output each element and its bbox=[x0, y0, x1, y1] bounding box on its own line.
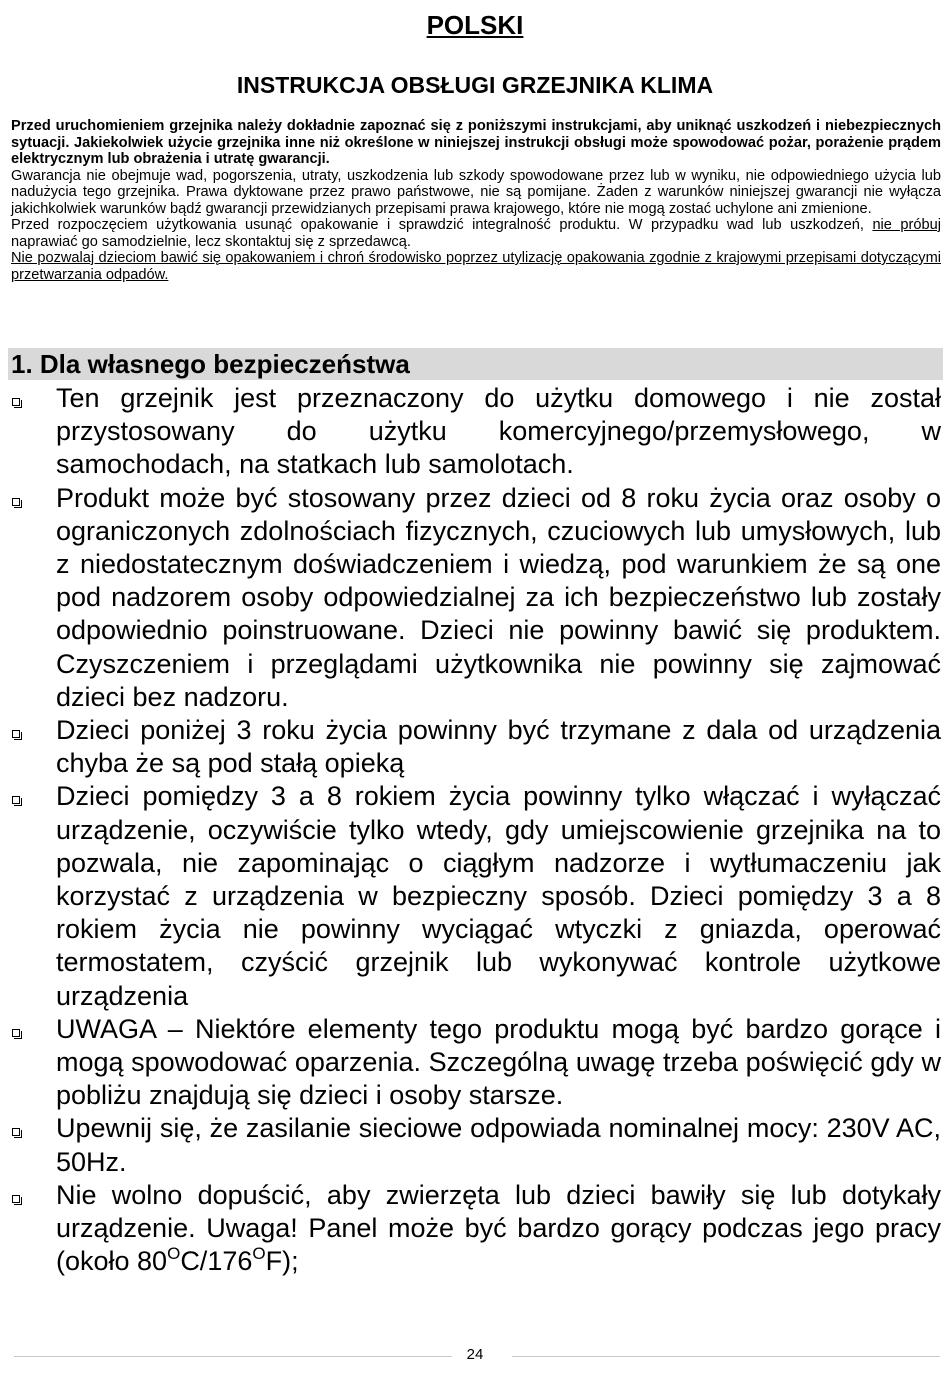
list-item bbox=[56, 382, 941, 482]
intro-environment bbox=[11, 250, 941, 283]
page-number: 24 bbox=[466, 1346, 484, 1363]
intro-warranty: Gwarancja nie obejmuje wad, pogorszenia, utraty, uszkodzenia lub szkody spowodowane przez lub w wyniku, nie odpowiedniego użycia lub nadużycia tego grzejnika. Prawa dyktowane przez prawo państwowe, nie są pomijane. Żaden z warunków niniejszej gwarancji nie wyłącza jakichkolwiek warunków bądź gwarancji przewidzianych przepisami prawa krajowego, które nie mogą zostać uchylone ani zmienione. bbox=[11, 167, 941, 217]
checkbox-bullet-icon bbox=[12, 1195, 20, 1203]
footer-rule-right bbox=[512, 1356, 940, 1357]
intro-environment-text-a: Nie pozwalaj dzieciom bawić się opakowaniem i chroń środowisko poprzez utylizację opakowania zgodnie z krajowymi przepisami bbox=[11, 250, 857, 266]
checkbox-bullet-icon bbox=[12, 498, 20, 506]
checkbox-bullet-icon bbox=[12, 398, 20, 406]
degree-superscript: O bbox=[252, 1244, 266, 1264]
intro-unpacking-underlined: nie próbuj bbox=[872, 217, 941, 233]
list-item-text: Dzieci pomiędzy 3 a 8 rokiem życia powinny tylko włączać i wyłączać urządzenie, oczywiście tylko wtedy, gdy umiejscowienie grzejnika na to pozwala, nie zapominając o ciągłym nadzorze i wytłumaczeniu jak korzystać z urządzenia w bezpieczny sposób. Dzieci pomiędzy 3 a 8 rokiem życia nie powinny wyciągać wtyczki z gniazda, operować termostatem, czyścić grzejnik lub wykonywać kontrole użytkowe urządzenia bbox=[56, 781, 941, 1011]
intro-block bbox=[11, 118, 941, 283]
language-heading: POLSKI bbox=[426, 10, 524, 40]
list-item bbox=[56, 1179, 941, 1279]
list-item-text: Dzieci poniżej 3 roku życia powinny być trzymane z dala od urządzenia chyba że są pod stałą opieką bbox=[56, 715, 941, 779]
intro-unpacking-text-b: naprawiać go samodzielnie, lecz skontaktuj się z sprzedawcą. bbox=[11, 233, 411, 250]
list-item bbox=[56, 1013, 941, 1113]
intro-unpacking bbox=[11, 217, 941, 250]
checkbox-bullet-icon bbox=[12, 1128, 20, 1136]
list-item-text: Ten grzejnik jest przeznaczony do użytku domowego i nie został przystosowany do użytku komercyjnego/przemysłowego, w samochodach, na statkach lub samolotach. bbox=[56, 383, 941, 480]
section-title: 1. Dla własnego bezpieczeństwa bbox=[11, 349, 410, 379]
page-footer bbox=[0, 1346, 950, 1366]
list-item bbox=[56, 714, 941, 780]
list-item-text-b: C/176 bbox=[180, 1246, 253, 1277]
intro-environment-text-b: dotyczącymi przetwarzania odpadów. bbox=[11, 250, 941, 283]
list-item-text-a: Nie wolno dopuścić, aby zwierzęta lub dzieci bawiły się lub dotykały urządzenie. Uwaga! Panel może być bardzo gorący podczas jego pracy (około 80 bbox=[56, 1179, 941, 1277]
list-item-text: Upewnij się, że zasilanie sieciowe odpowiada nominalnej mocy: 230V AC, 50Hz. bbox=[56, 1113, 941, 1177]
degree-superscript: O bbox=[167, 1244, 181, 1264]
intro-warning: Przed uruchomieniem grzejnika należy dokładnie zapoznać się z poniższymi instrukcjami, aby uniknąć uszkodzeń i niebezpiecznych sytuacji. Jakiekolwiek użycie grzejnika inne niż określone w niniejszej instrukcji obsługi może spowodować pożar, porażenie prądem elektrycznym lub obrażenia i utratę gwarancji. bbox=[11, 118, 941, 167]
safety-list bbox=[0, 382, 950, 1278]
list-item bbox=[56, 1112, 941, 1178]
list-item-text: Produkt może być stosowany przez dzieci od 8 roku życia oraz osoby o ograniczonych zdolnościach fizycznych, czuciowych lub umysłowych, lub z niedostatecznym doświadczeniem i wiedzą, pod warunkiem że są one pod nadzorem osoby odpowiedzialnej za ich bezpieczeństwo lub zostały odpowiednio poinstruowane. Dzieci nie powinny bawić się produktem. Czyszczeniem i przeglądami użytkownika nie powinny się zajmować dzieci bez nadzoru. bbox=[56, 482, 941, 712]
list-item-text: UWAGA – Niektóre elementy tego produktu mogą być bardzo gorące i mogą spowodować oparzenia. Szczególną uwagę trzeba poświęcić gdy w pobliżu znajdują się dzieci i osoby starsze. bbox=[56, 1013, 941, 1111]
list-item-text-c: F); bbox=[265, 1246, 299, 1277]
document-title: INSTRUKCJA OBSŁUGI GRZEJNIKA KLIMA bbox=[236, 72, 714, 98]
checkbox-bullet-icon bbox=[12, 796, 20, 804]
list-item bbox=[56, 482, 941, 714]
checkbox-bullet-icon bbox=[12, 1029, 20, 1037]
list-item bbox=[56, 780, 941, 1012]
intro-unpacking-text-a: Przed rozpoczęciem użytkowania usunąć opakowanie i sprawdzić integralność produktu. W przypadku wad lub uszkodzeń, bbox=[11, 217, 873, 233]
checkbox-bullet-icon bbox=[12, 730, 20, 738]
